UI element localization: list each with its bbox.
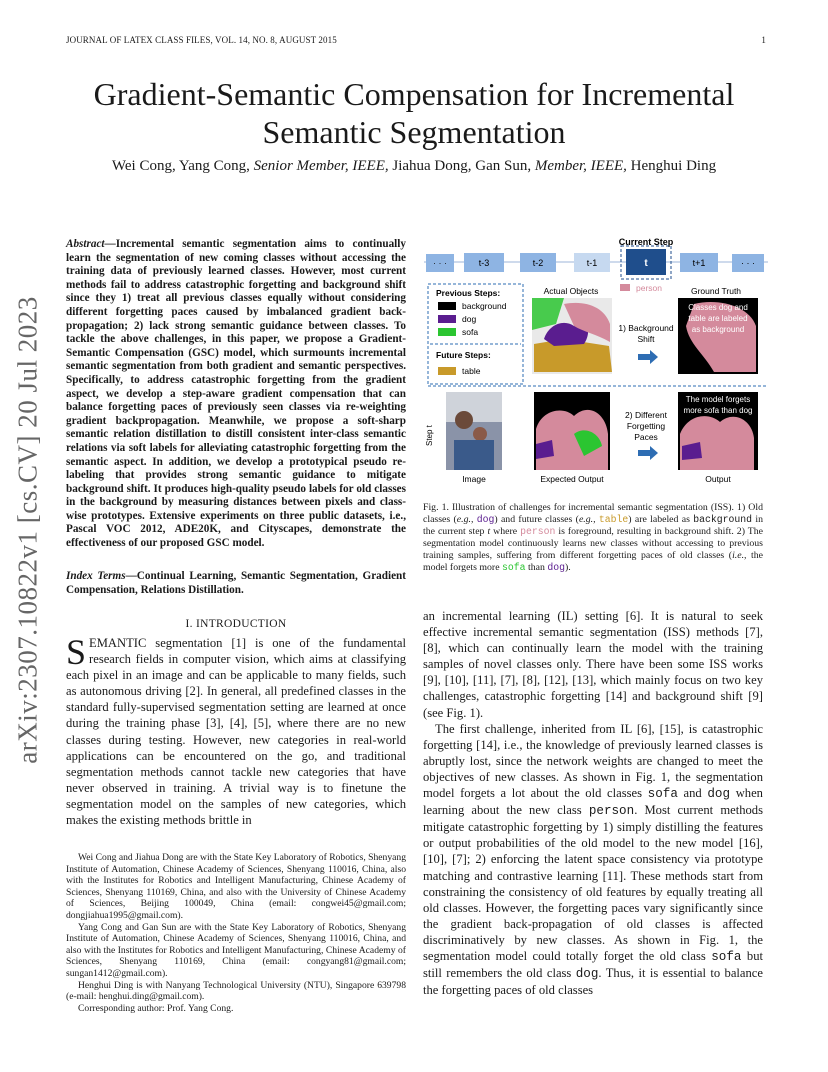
caption-t1: Fig. 1. Illustration of challenges for incremental semantic segmentation (ISS). 1) Old classes ( [423, 502, 763, 525]
caption-t10: i.e., [732, 550, 747, 561]
journal-name: JOURNAL OF LATEX CLASS FILES, VOL. 14, NO. 8, AUGUST 2015 [66, 35, 337, 45]
right-paragraph-1: an incremental learning (IL) setting [6]. It is natural to seek effective incremental semantic segmentation (ISS) methods [7], [8], which can continually learn the model with the training samples of novel classes only. There have been some ISS works [9], [10], [11], [7], [8], [12], [13], which mainly focus on two key challenges, catastrophic forgetting [14] and background shift [9] (see Fig. 1). [423, 609, 763, 720]
section-heading: I. INTRODUCTION [185, 618, 287, 630]
footnote-4: Corresponding author: Prof. Yang Cong. [78, 1002, 234, 1014]
index-terms-lead: Index Terms [66, 570, 126, 582]
step-current: t [644, 258, 648, 269]
p2-sofa-2: sofa [711, 949, 742, 964]
expected-output-label: Expected Output [540, 474, 604, 484]
authors-2: Jiahua Dong, Gan Sun, [392, 158, 532, 174]
person-swatch [620, 284, 630, 291]
caption-dog-2: dog [547, 562, 565, 573]
caption-t12: than [527, 562, 545, 573]
legend-table: table [462, 366, 481, 376]
abstract [66, 238, 406, 551]
legend-dog: dog [462, 314, 477, 324]
input-image-body [454, 440, 494, 470]
output-note-1: The model forgets [685, 395, 751, 404]
figure-1 [424, 234, 768, 492]
gt-note-3: as background [691, 325, 745, 334]
intro-paragraph [66, 632, 406, 828]
authors-3: Henghui Ding [630, 158, 717, 174]
p2-part-c: . Most current methods mitigate catastrophic forgetting by 1) simply distilling the features or output probabilities of the old model to the new model [16], [10], [7]; 2) enforcing the latent space consistency via prototype matching and contrastive learning [11]. These methods start from constraining the consistency of old features by equally treating all old classes. However, the forgetting paces vary significantly since the gradient back-propagation of old classes is affected discriminatively by new classes. As shown in Fig. 1, the segmentation model could totally forget the old class [423, 803, 764, 963]
abstract-lead: Abstract [66, 238, 105, 250]
caption-t4: e.g., [578, 514, 596, 525]
caption-background: background [693, 514, 753, 525]
caption-t3: ) and future classes ( [494, 514, 579, 525]
index-terms [66, 570, 406, 597]
arrow-2-icon [638, 446, 658, 460]
step-dots-left: · · · [433, 258, 447, 268]
caption-t13: ). [564, 562, 571, 573]
step-t2: t-2 [532, 258, 544, 268]
p2-dog-2: dog [575, 967, 599, 982]
gt-note-2: table are labeled [688, 314, 748, 323]
step-t-plus-1: t+1 [692, 258, 706, 268]
intro-text: EMANTIC segmentation [1] is one of the fundamental research fields in computer vision, which aims at classifying each pixel in an image and can be applicable to many fields, such as autonomous driving [2]. In general, all predefined classes in the standard fully-supervised segmentation setting are learned at once during the training phase [3], [4], [5], where there are no new classes during testing. However, new categories in real-world applications can be encountered on the go, and traditional segmentation methods cannot tackle new categories that have never observed in training. A trivial way is to finetune the segmentation model on the samples of new categories, which makes the existing methods brittle in [66, 636, 406, 828]
p2-and: and [683, 786, 702, 801]
previous-steps-label: Previous Steps: [436, 288, 501, 298]
legend-swatch-background [438, 302, 456, 310]
caption-t6: in the current step [423, 514, 763, 537]
future-steps-label: Future Steps: [436, 350, 491, 360]
legend-sofa: sofa [462, 327, 479, 337]
actual-objects-label: Actual Objects [543, 286, 599, 296]
challenge-2-line-2: Forgetting [626, 421, 666, 431]
challenge-2-line-3: Paces [634, 432, 658, 442]
caption-t5: ) are labeled as [628, 514, 690, 525]
legend-swatch-table [438, 367, 456, 375]
page-number: 1 [761, 35, 766, 45]
p2-part-e: . Thus, it is essential to balance the forgetting paces of old classes [423, 966, 763, 998]
arrow-1-icon [638, 350, 658, 364]
legend-background: background [462, 301, 507, 311]
figure-1-diagram [424, 234, 768, 492]
right-column-text [423, 608, 763, 998]
running-header [66, 35, 766, 45]
title-line-1: Gradient-Semantic Compensation for Incremental [93, 76, 735, 112]
p2-part-a: The first challenge, inherited from IL [6], [15], is catastrophic forgetting [14], i.e., the knowledge of previously learned classes is abruptly lost, since the network weights are changed to meet the objectives of new classes. As shown in Fig. 1, the segmentation model forgets a lot about the old classes [423, 721, 763, 801]
challenge-1-line-2: Shift [637, 334, 655, 344]
caption-dog: dog [476, 514, 495, 525]
caption-t8: where [493, 526, 518, 537]
paper-title [40, 75, 788, 151]
footnotes [66, 852, 406, 1014]
image-label: Image [462, 474, 486, 484]
author-list [40, 158, 788, 175]
caption-sofa: sofa [502, 562, 526, 573]
title-line-2: Semantic Segmentation [262, 114, 566, 150]
challenge-1-line-1: 1) Background [618, 323, 674, 333]
gt-note-1: Classes dog and [688, 303, 748, 312]
p2-sofa: sofa [647, 787, 678, 802]
arxiv-stamp [6, 296, 50, 764]
right-paragraph-2 [423, 721, 763, 999]
challenge-2-line-1: 2) Different [625, 410, 667, 420]
caption-person: person [520, 526, 556, 537]
output-note-2: more sofa than dog [683, 406, 753, 415]
p2-dog: dog [707, 787, 731, 802]
p2-part-d: but still remembers the old class [423, 948, 763, 981]
authors-1-role: Senior Member, IEEE, [253, 158, 389, 174]
arxiv-id: arXiv:2307.10822v1 [cs.CV] 20 Jul 2023 [12, 296, 43, 764]
step-dots-right: · · · [741, 258, 755, 268]
legend-swatch-dog [438, 315, 456, 323]
authors-2-role: Member, IEEE, [534, 158, 627, 174]
dropcap: S [66, 632, 87, 672]
output-person-region [680, 416, 754, 470]
abstract-text: —Incremental semantic segmentation aims to continually learn the segmentation of new coming classes without accessing the training data of previously learned classes. However, most current methods fail to address catastrophic forgetting and background shift since they 1) treat all previous classes equally without considering different forgetting paces caused by imbalanced gradient back-propagation; 2) lack strong semantic guidance between classes. To tackle the above challenges, in this paper, we propose a Gradient-Semantic Compensation (GSC) model, which surmounts incremental semantic segmentation from both gradient and semantic perspectives. Specifically, to address catastrophic forgetting from the gradient aspect, we develop a step-aware gradient compensation that can balance forgetting paces of previously seen classes via re-weighting gradient backpropagation. Meanwhile, we propose a soft-sharp semantic relation distillation to distill consistent inter-class semantic relations via soft labels for alleviating catastrophic forgetting from the semantic aspect. In addition, we develop a prototypical pseudo re-labeling that provides strong semantic guidance to mitigate background shift. It produces high-quality pseudo labels for old classes in the background by measuring distances between pixels and class-wise prototypes. Extensive experiments on three public datasets, i.e., Pascal VOC 2012, ADE20K, and Cityscapes, demonstrate the effectiveness of our proposed GSC model. [66, 238, 406, 550]
caption-table: table [598, 514, 629, 525]
footnote-3: Henghui Ding is with Nanyang Technological University (NTU), Singapore 639798 (e-mail: henghui.ding@gmail.com). [66, 979, 406, 1003]
step-t1: t-1 [586, 258, 598, 268]
p2-part-b: when learning about the new class [423, 786, 763, 818]
step-t3: t-3 [478, 258, 490, 268]
footnote-2: Yang Cong and Gan Sun are with the State Key Laboratory of Robotics, Shenyang Institute of Automation, Chinese Academy of Sciences, Shenyang 110016, China, and also with the Institutes for Robotics and Intelligent Manufacturing, Chinese Academy of Sciences, Shenyang 110169, China (email: congyang81@gmail.com; sungan1412@gmail.com). [66, 921, 406, 979]
index-terms-text: —Continual Learning, Semantic Segmentation, Gradient Compensation, Relations Distillation. [66, 570, 406, 596]
step-t-label: Step t [425, 425, 434, 446]
legend-swatch-sofa [438, 328, 456, 336]
figure-caption [423, 502, 763, 574]
p2-person: person [588, 804, 635, 819]
caption-t9: is foreground, resulting in background shift. 2) The segmentation model continuously learns new classes without accessing to previous training samples, suffering from different forgetting paces of old classes ( [423, 526, 763, 561]
input-image-child-head [473, 427, 487, 441]
output-label: Output [705, 474, 731, 484]
input-image-person-head [455, 411, 473, 429]
authors-1: Wei Cong, Yang Cong, [111, 158, 250, 174]
ground-truth-label: Ground Truth [690, 286, 742, 296]
current-step-label: Current Step [618, 237, 674, 247]
caption-t2: e.g., [456, 514, 474, 525]
caption-t7: t [487, 526, 491, 537]
person-label: person [636, 283, 662, 293]
footnote-1: Wei Cong and Jiahua Dong are with the State Key Laboratory of Robotics, Shenyang Institute of Automation, Chinese Academy of Sciences, Shenyang 110016, China, also with the Institutes for Robotics and Intelligent Manufacturing, Chinese Academy of Sciences, Shenyang 110169, China, and also with the University of Chinese Academy of Sciences, Beijing 100049, China (email: congwei45@gmail.com; dongjiahua1995@gmail.com). [66, 852, 406, 921]
caption-t11: the model forgets more [423, 550, 763, 573]
input-image-wall [446, 392, 502, 422]
